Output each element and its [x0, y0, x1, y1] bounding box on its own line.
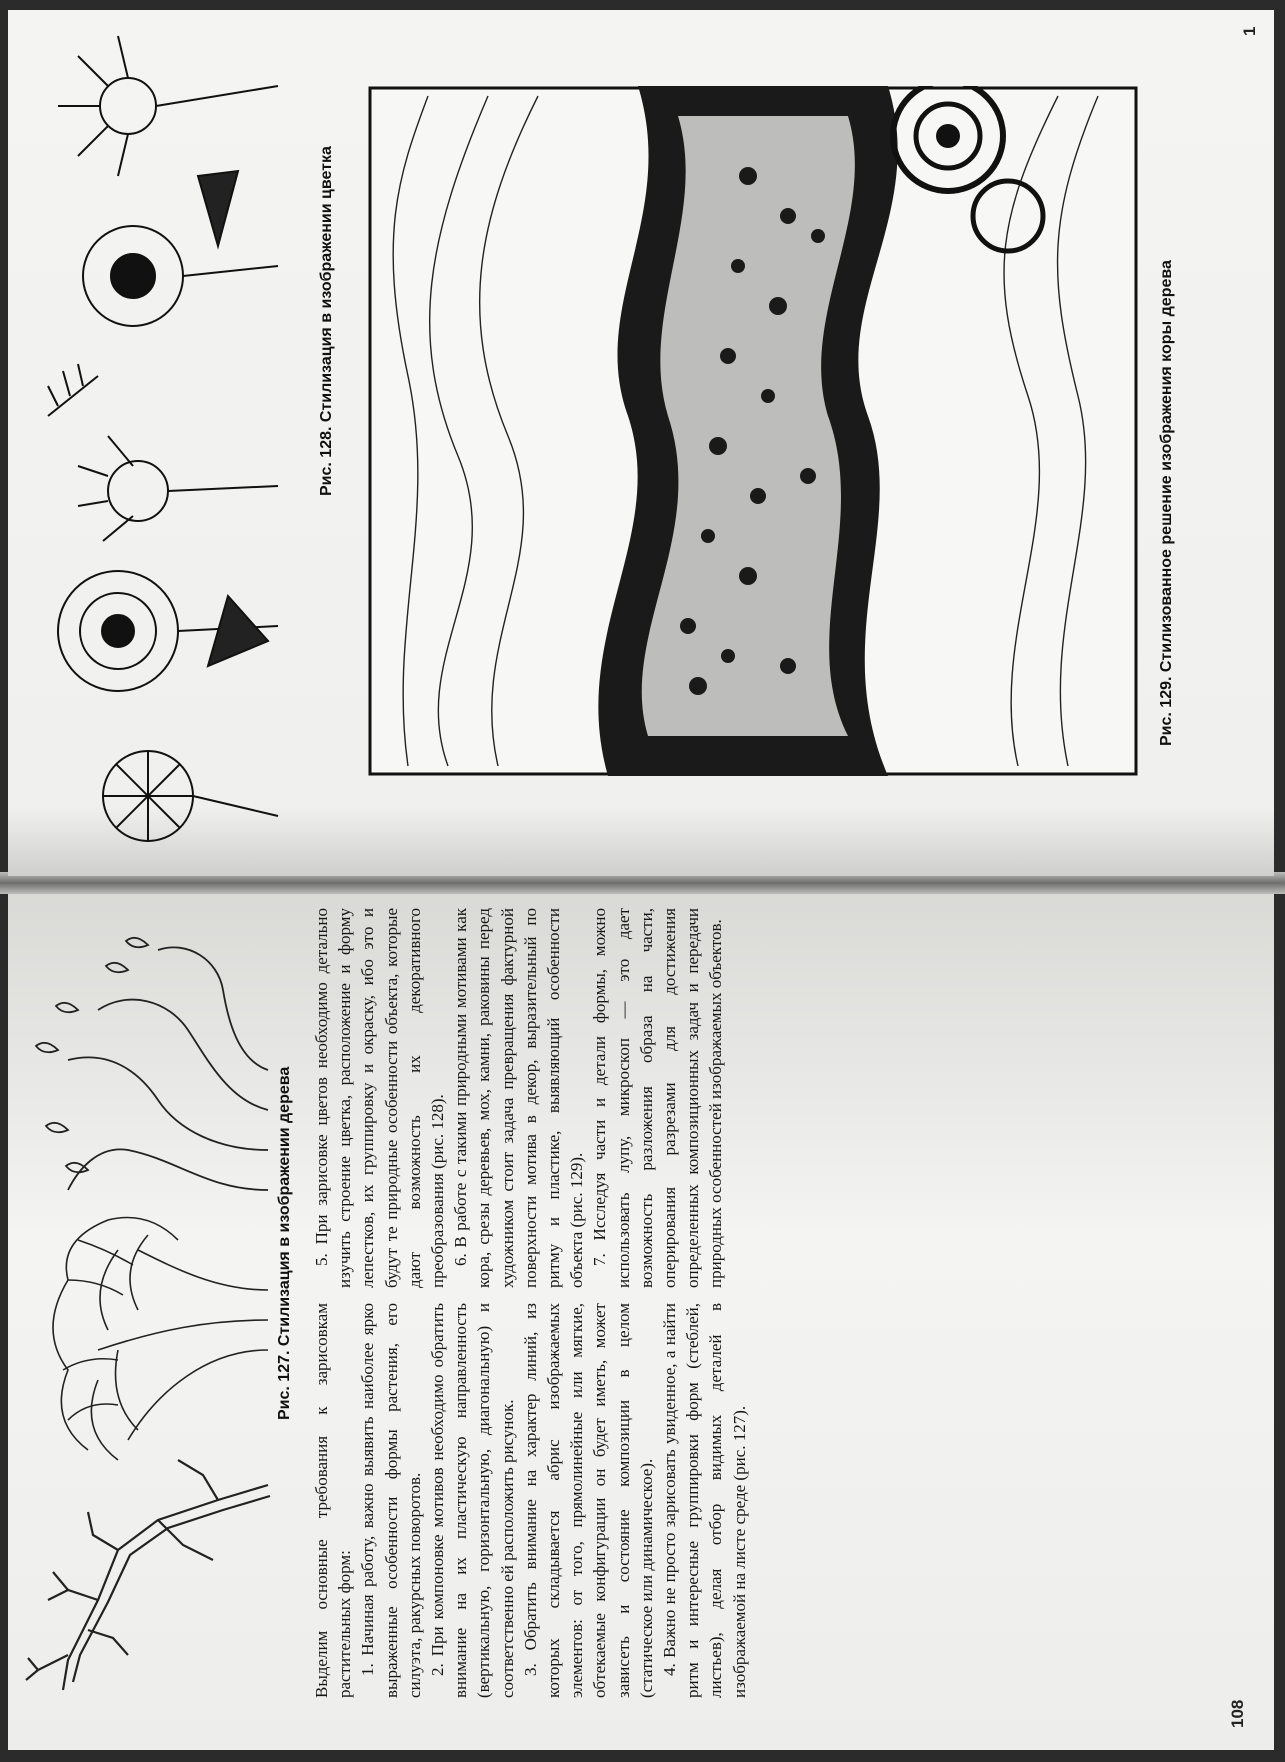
leaf-sprig: [48, 364, 98, 416]
left-page: [8, 890, 1274, 1750]
paragraph: 5. При зарисовке цветов необходимо детально изучить строение цветка, расположение и форму лепестков, их группировку и окраску, ибо это и будут те природные особенности объекта, которые дают возможность их декоративного преобразования (рис. 128).: [312, 908, 448, 1288]
paragraph: 3. Обратить внимание на характер линий, из которых складывается абрис изображаемых элементов: от того, прямолинейные или мягкие, обтекаемые конфигурации он будет иметь, может зависеть и состояние композиции в целом (статическое или динамическое).: [520, 1303, 656, 1698]
figure-127-tree-illustrations: [8, 890, 318, 1750]
paragraph: 2. При компоновке мотивов необходимо обратить внимание на их пластическую направленность (вертикальную, горизонтальную, диагональную) и соответственно ей расположить рисунок.: [428, 1303, 517, 1698]
page-number-partial: 1: [1240, 26, 1259, 36]
page-number: 108: [1228, 1699, 1247, 1728]
figure-129-bark-illustration: [368, 86, 1138, 776]
curved-tree-drawing: [36, 938, 268, 1190]
text-column-1: [310, 1303, 751, 1698]
fan-tree-drawing: [53, 1218, 268, 1461]
paragraph: 1. Начиная работу, важно выявить наиболее ярко выраженные особенности формы растения, его силуэта, ракурсных поворотов.: [358, 1303, 424, 1698]
figure-127-caption: Рис. 127. Стилизация в изображении дерева: [276, 1066, 293, 1420]
leaf-motif: [208, 596, 268, 666]
text-column-2: [310, 908, 728, 1288]
flower-motif-5: [100, 78, 156, 134]
paragraph: 7. Исследуя части и детали формы, можно использовать лупу, микроскоп — это дает возможность разложения образа на части, оперирования разрезами для достижения определенных композиционных задач и передачи природных особенностей изображаемых объектов.: [590, 908, 726, 1288]
leaf-motif-2: [198, 171, 238, 246]
figure-128-flower-illustrations: [8, 10, 308, 876]
flower-motif-3: [108, 461, 168, 521]
paragraph: 6. В работе с такими природными мотивами как кора, срезы деревьев, мох, камни, раковины перед художником стоит задача превращения фактурной поверхности мотива в декор, выразительный по ритму и пластике, выявляющий особенности объекта (рис. 129).: [451, 908, 587, 1288]
paragraph: Выделим основные требования к зарисовкам растительных форм:: [312, 1303, 355, 1698]
branch-drawing: [26, 1460, 270, 1690]
right-page: [8, 10, 1274, 876]
paragraph: 4. Важно не просто зарисовать увиденное, а найти ритм и интересные группировки форм (стеблей, листьев), делая отбор видимых деталей в изображаемой на листе среде (рис. 127).: [660, 1303, 749, 1698]
figure-128-caption: Рис. 128. Стилизация в изображении цветка: [318, 146, 335, 496]
figure-129-caption: Рис. 129. Стилизованное решение изображения коры дерева: [1158, 260, 1175, 746]
